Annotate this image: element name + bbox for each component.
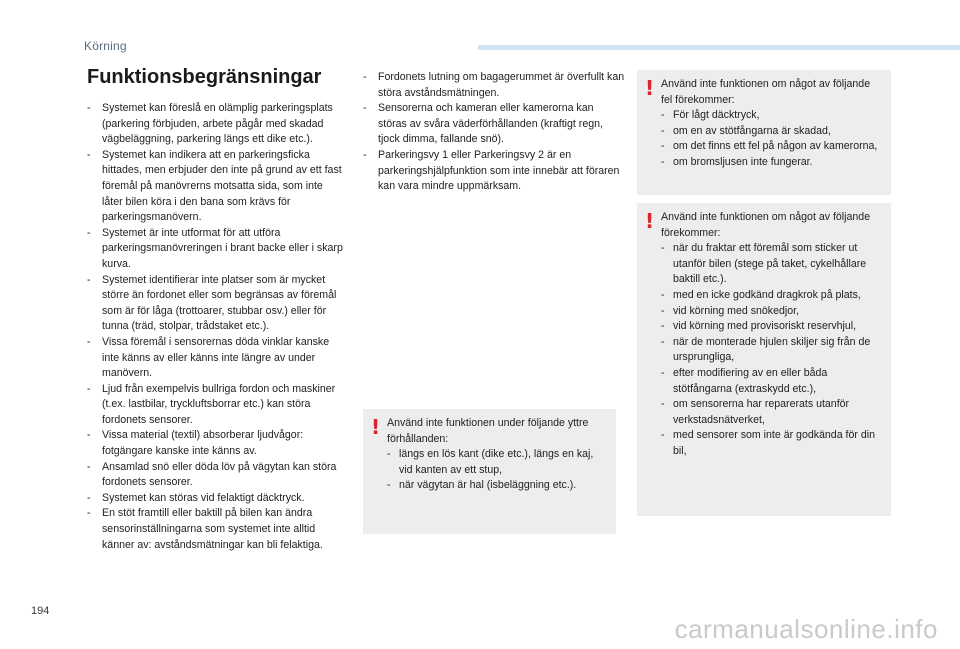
- list-item: - om det finns ett fel på någon av kamerorna,: [661, 140, 878, 153]
- warning-intro: Använd inte funktionen under följande yttre förhållanden:: [387, 417, 589, 445]
- warning-exclamation-icon: !: [645, 76, 655, 100]
- list-item: - Vissa material (textil) absorberar ljudvågor: fotgängare kanske inte känns av.: [87, 429, 304, 458]
- list-item: - om en av stötfångarna är skadad,: [661, 124, 831, 137]
- page-number: 194: [31, 605, 50, 617]
- list-item: - Ansamlad snö eller döda löv på vägytan kan störa fordonets sensorer.: [87, 460, 337, 489]
- list-item: - Systemet kan indikera att en parkeringsficka hittades, men erbjuder den inte på grund av ett fast föremål på manövrerns motsatta sida, som inte låter bilen köra i den bana som krävs för parkeringsmanövern.: [87, 148, 342, 224]
- list-item: - En stöt framtill eller baktill på bilen kan ändra sensorinställningarna som systemet inte alltid känner av: avståndsmätningar kan bli felaktiga.: [87, 507, 323, 551]
- limitations-column-1: [87, 101, 345, 553]
- list-item: - när vägytan är hal (isbeläggning etc.).: [387, 479, 577, 492]
- list-item: - när de monterade hjulen skiljer sig från de ursprungliga,: [661, 335, 871, 364]
- limitations-list-2: [363, 70, 625, 195]
- watermark: carmanualsonline.info: [674, 614, 938, 644]
- limitations-column-2: [363, 70, 625, 195]
- header-accent-bar: [478, 45, 960, 50]
- list-item: - Parkeringsvy 1 eller Parkeringsvy 2 är en parkeringshjälpfunktion som inte innebär att föraren kan vara mindre uppmärksam.: [363, 148, 620, 193]
- list-item: - Systemet kan störas vid felaktigt däcktryck.: [87, 491, 305, 504]
- warning-list: [661, 108, 883, 170]
- warning-exclamation-icon: !: [371, 415, 381, 439]
- list-item: - efter modifiering av en eller båda stötfångarna (extraskydd etc.),: [661, 366, 828, 395]
- list-item: - Systemet identifierar inte platser som är mycket större än fordonet eller som begränsas av föremål som är för låga (trottoarer, stubbar osv.) eller för tunna (träd, stolpar, trådstaket etc.).: [87, 273, 337, 333]
- list-item: - Sensorerna och kameran eller kamerorna kan störas av svåra väderförhållanden (kraftigt regn, tjock dimma, fallande snö).: [363, 102, 603, 146]
- warning-box-external-conditions: [363, 409, 616, 534]
- warning-box-situations: [637, 203, 891, 516]
- list-item: - med en icke godkänd dragkrok på plats,: [661, 288, 861, 301]
- list-item: - om bromsljusen inte fungerar.: [661, 155, 813, 168]
- list-item: - med sensorer som inte är godkända för din bil,: [661, 429, 875, 457]
- list-item: - vid körning med snökedjor,: [661, 304, 800, 317]
- list-item: - Systemet kan föreslå en olämplig parkeringsplats (parkering förbjuden, arbete pågår med skadad vägbeläggning, parkering längs ett dike etc.).: [87, 102, 333, 146]
- list-item: - Ljud från exempelvis bullriga fordon och maskiner (t.ex. lastbilar, tryckluftsborrar etc.) kan störa fordonets sensorer.: [87, 382, 336, 426]
- list-item: - Systemet är inte utformat för att utföra parkeringsmanövreringen i brant backe eller i skarp kurva.: [87, 226, 343, 270]
- list-item: - Vissa föremål i sensorernas döda vinklar kanske inte känns av eller känns inte längre av under manövern.: [87, 335, 330, 380]
- warning-list: [661, 241, 883, 459]
- warning-list: [387, 447, 608, 494]
- list-item: - Fordonets lutning om bagagerummet är överfullt kan störa avståndsmätningen.: [363, 71, 625, 99]
- list-item: - För lågt däcktryck,: [661, 109, 760, 122]
- list-item: - om sensorerna har reparerats utanför verkstadsnätverket,: [661, 398, 850, 426]
- list-item: - när du fraktar ett föremål som sticker ut utanför bilen (stege på taket, cykelhållare baktill etc.).: [661, 242, 867, 286]
- warning-intro: Använd inte funktionen om något av följande förekommer:: [661, 211, 871, 239]
- warning-exclamation-icon: !: [645, 209, 655, 233]
- list-item: - vid körning med provisoriskt reservhjul,: [661, 320, 857, 333]
- limitations-list-1: [87, 101, 345, 553]
- page-title: Funktionsbegränsningar: [87, 66, 322, 88]
- section-label: Körning: [84, 39, 127, 53]
- list-item: - längs en lös kant (dike etc.), längs en kaj, vid kanten av ett stup,: [387, 448, 594, 476]
- warning-box-faults: [637, 70, 891, 195]
- warning-intro: Använd inte funktionen om något av följande fel förekommer:: [661, 78, 871, 106]
